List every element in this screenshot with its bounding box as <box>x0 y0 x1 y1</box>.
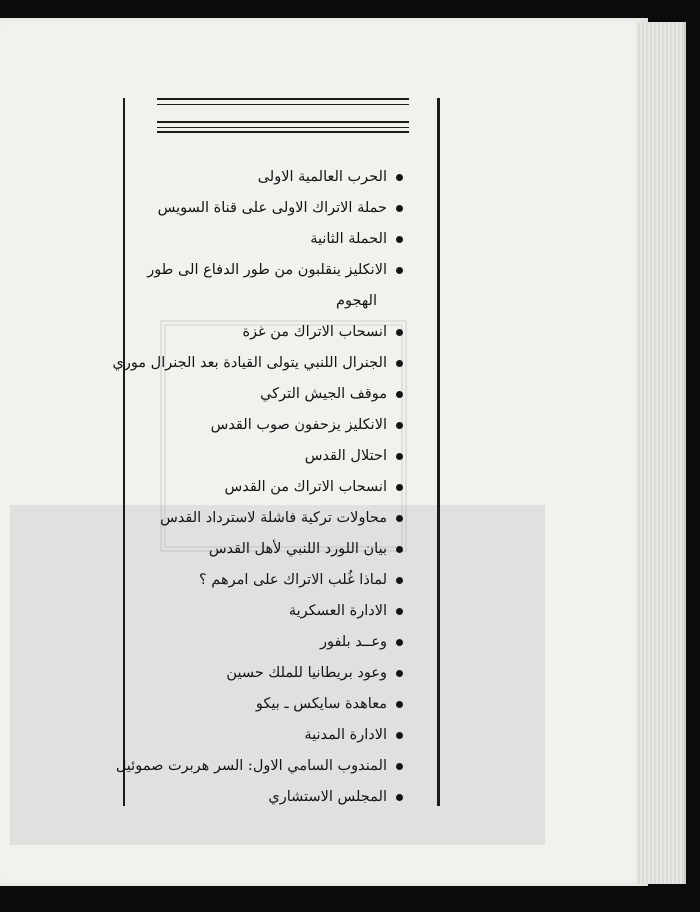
contents-item <box>140 317 405 348</box>
bullet-icon <box>396 205 403 212</box>
contents-item <box>140 410 405 441</box>
contents-item-text: المندوب السامي الاول: السر هربرت صموئيل <box>115 758 387 774</box>
contents-item <box>140 565 405 596</box>
bullet-icon <box>396 453 403 460</box>
bullet-icon <box>396 267 403 274</box>
contents-item-text: محاولات تركية فاشلة لاسترداد القدس <box>160 510 387 526</box>
contents-item-text: موقف الجيش التركي <box>260 386 387 402</box>
contents-item <box>140 224 405 255</box>
contents-item <box>140 441 405 472</box>
contents-item-text: بيان اللورد اللنبي لأهل القدس <box>208 541 387 557</box>
bullet-icon <box>396 639 403 646</box>
bullet-icon <box>396 577 403 584</box>
frame-right-rule <box>437 98 440 806</box>
contents-item-text: الجنرال اللنبي يتولى القيادة بعد الجنرال موري <box>112 355 387 371</box>
header-rule <box>157 127 409 128</box>
header-rule <box>157 121 409 123</box>
contents-item <box>140 689 405 720</box>
bullet-icon <box>396 422 403 429</box>
bullet-icon <box>396 360 403 367</box>
bullet-icon <box>396 608 403 615</box>
contents-item-text: الحملة الثانية <box>310 231 387 247</box>
bullet-icon <box>396 391 403 398</box>
bullet-icon <box>396 546 403 553</box>
contents-list <box>112 162 405 813</box>
contents-item-text: لماذا غُلب الاتراك على امرهم ؟ <box>198 572 387 588</box>
contents-item-text: الانكليز ينقلبون من طور الدفاع الى طور <box>147 262 387 278</box>
contents-item-text: انسحاب الاتراك من غزة <box>242 324 387 340</box>
bullet-icon <box>396 515 403 522</box>
frame-left-rule <box>123 98 125 806</box>
contents-item-text: المجلس الاستشاري <box>268 789 387 805</box>
bullet-icon <box>396 329 403 336</box>
contents-item-text: وعــد بلفور <box>319 634 387 650</box>
contents-item-text: الادارة العسكرية <box>288 603 387 619</box>
contents-item-text: حملة الاتراك الاولى على قناة السويس <box>157 200 387 216</box>
bullet-icon <box>396 670 403 677</box>
contents-item-text: احتلال القدس <box>304 448 387 464</box>
bullet-icon <box>396 701 403 708</box>
page-edges <box>636 22 686 884</box>
contents-item-text: انسحاب الاتراك من القدس <box>224 479 387 495</box>
header-rule <box>157 98 409 100</box>
bullet-icon <box>396 732 403 739</box>
contents-item <box>140 193 405 224</box>
bullet-icon <box>396 236 403 243</box>
contents-item <box>115 751 405 782</box>
bullet-icon <box>396 174 403 181</box>
contents-item <box>140 720 405 751</box>
bullet-icon <box>396 763 403 770</box>
header-rule <box>157 131 409 133</box>
contents-item-text: وعود بريطانيا للملك حسين <box>226 665 387 681</box>
contents-item <box>112 348 405 379</box>
contents-item <box>140 286 405 317</box>
contents-item-text: الانكليز يزحفون صوب القدس <box>210 417 387 433</box>
bullet-icon <box>396 794 403 801</box>
contents-item-text: الهجوم <box>336 293 377 309</box>
contents-item <box>140 472 405 503</box>
contents-item <box>140 503 405 534</box>
bullet-icon <box>396 484 403 491</box>
header-rule <box>157 104 409 105</box>
contents-item <box>140 596 405 627</box>
contents-item-text: الادارة المدنية <box>304 727 387 743</box>
contents-item <box>140 782 405 813</box>
contents-item-text: الحرب العالمية الاولى <box>257 169 387 185</box>
contents-item <box>140 162 405 193</box>
contents-item <box>140 534 405 565</box>
contents-item <box>140 255 405 286</box>
contents-item-text: معاهدة سايكس ـ بيكو <box>255 696 387 712</box>
contents-item <box>140 379 405 410</box>
contents-item <box>140 658 405 689</box>
contents-item <box>140 627 405 658</box>
